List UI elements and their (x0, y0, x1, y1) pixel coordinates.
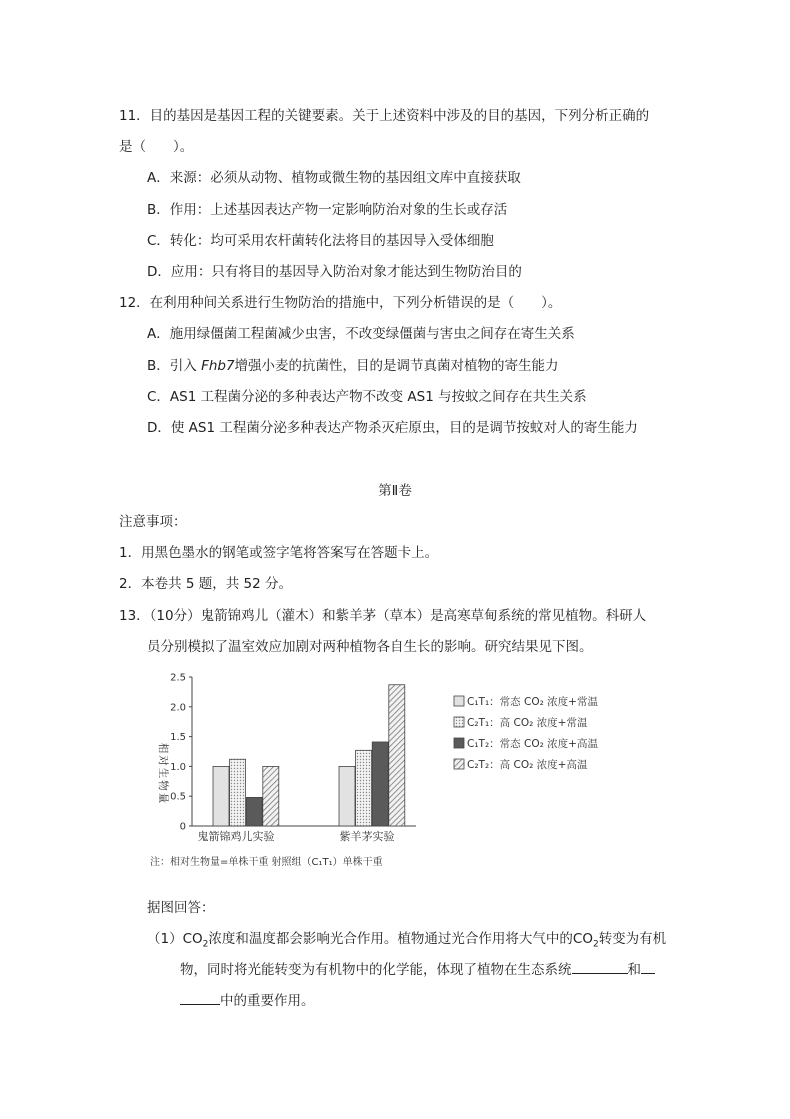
note-1: 1．用黑色墨水的钢笔或签字笔将答案写在答题卡上。 (119, 545, 439, 561)
q13-sub1-part-c: 转变为有机 (598, 931, 667, 947)
q12-option-b-rest: 增强小麦的抗菌性，目的是调节真菌对植物的寄生能力 (234, 358, 559, 374)
chart-y-axis-label: 相对生物量 (157, 742, 169, 806)
bar-C2T1-2 (356, 750, 372, 826)
q12-option-d: D．使 AS1 工程菌分泌多种表达产物杀灭疟原虫，目的是调节按蚊对人的寄生能力 (147, 420, 638, 436)
y-tick-label: 2.5 (170, 672, 186, 684)
q13-sub1-line2-a: 物，同时将光能转变为有机物中的化学能，体现了植物在生态系统 (180, 962, 572, 978)
bar-chart (140, 662, 598, 874)
q13-sub1-line2-b: 和 (627, 962, 641, 978)
q12-stem: 12．在利用种间关系进行生物防治的措施中，下列分析错误的是（ ）。 (119, 295, 562, 311)
q13-sub1-part-b: 浓度和温度都会影响光合作用。植物通过光合作用将大气中的CO (208, 931, 593, 947)
answer-blank-2b[interactable] (180, 990, 220, 1005)
answer-blank-2a[interactable] (641, 959, 655, 974)
y-tick-label: 2.0 (170, 702, 186, 714)
y-tick-label: 0 (179, 821, 186, 833)
bar-C1T2-1 (246, 797, 262, 826)
q12-option-b (147, 354, 559, 374)
q11-stem-line2: 是（ ）。 (119, 139, 194, 155)
q12-option-b-prefix: B．引入 (147, 358, 202, 374)
bar-C1T1-2 (339, 766, 355, 826)
legend-swatch-C1T1 (454, 696, 464, 706)
bar-C1T1-1 (213, 766, 229, 826)
q12-option-a: A．施用绿僵菌工程菌减少虫害，不改变绿僵菌与害虫之间存在寄生关系 (147, 326, 575, 342)
q13-sub1-part-a: （1）CO (147, 931, 203, 947)
notes-title: 注意事项： (119, 514, 187, 530)
answer-blank-1[interactable] (572, 959, 628, 974)
bar-C1T2-2 (372, 742, 388, 826)
bar-C2T2-2 (389, 685, 405, 826)
q12-option-c: C．AS1 工程菌分泌的多种表达产物不改变 AS1 与按蚊之间存在共生关系 (147, 389, 587, 405)
category-label-1: 鬼箭锦鸡儿实验 (197, 830, 275, 843)
q11-option-d: D．应用：只有将目的基因导入防治对象才能达到生物防治目的 (147, 264, 522, 280)
legend-swatch-C2T2 (454, 759, 464, 769)
gene-name: Fhb7 (201, 358, 235, 374)
legend-label-C2T1: C₂T₁：高 CO₂ 浓度+常温 (467, 717, 588, 729)
legend-swatch-C2T1 (454, 717, 464, 727)
q13-stem-line2: 员分别模拟了温室效应加剧对两种植物各自生长的影响。研究结果见下图。 (147, 639, 593, 655)
legend-label-C2T2: C₂T₂：高 CO₂ 浓度+高温 (467, 759, 588, 771)
q13-prompt: 据图回答： (147, 900, 215, 916)
legend-label-C1T2: C₁T₂：常态 CO₂ 浓度+高温 (467, 738, 598, 750)
bar-C2T2-1 (263, 766, 279, 826)
y-tick-label: 1.5 (170, 732, 186, 744)
bar-C2T1-1 (230, 759, 246, 826)
chart-note: 注：相对生物量=单株干重 射照组（C₁T₁）单株干重 (150, 857, 383, 868)
q13-sub1-line2 (180, 958, 655, 978)
q11-option-c: C．转化：均可采用农杆菌转化法将目的基因导入受体细胞 (147, 233, 494, 249)
legend-swatch-C1T2 (454, 738, 464, 748)
section-title: 第Ⅱ卷 (378, 483, 412, 499)
q13-sub1-line3-text: 中的重要作用。 (220, 993, 315, 1009)
note-2: 2．本卷共 5 题，共 52 分。 (119, 576, 293, 592)
legend-label-C1T1: C₁T₁：常态 CO₂ 浓度+常温 (467, 696, 598, 708)
y-tick-label: 1.0 (170, 761, 186, 773)
q11-option-b: B．作用：上述基因表达产物一定影响防治对象的生长或存活 (147, 202, 508, 218)
q11-stem-line1: 11．目的基因是基因工程的关键要素。关于上述资料中涉及的目的基因，下列分析正确的 (119, 108, 650, 124)
q13-sub1-line1 (147, 927, 667, 950)
q11-option-a: A．来源：必须从动物、植物或微生物的基因组文库中直接获取 (147, 170, 521, 186)
subscript-2: 2 (592, 939, 599, 950)
y-tick-label: 0.5 (170, 791, 186, 803)
subscript-2: 2 (202, 939, 209, 950)
q13-sub1-line3 (180, 989, 315, 1009)
q13-stem-line1: 13．（10分）鬼箭锦鸡儿（灌木）和紫羊茅（草本）是高寒草甸系统的常见植物。科研人 (119, 608, 647, 624)
category-label-2: 紫羊茅实验 (339, 830, 395, 843)
